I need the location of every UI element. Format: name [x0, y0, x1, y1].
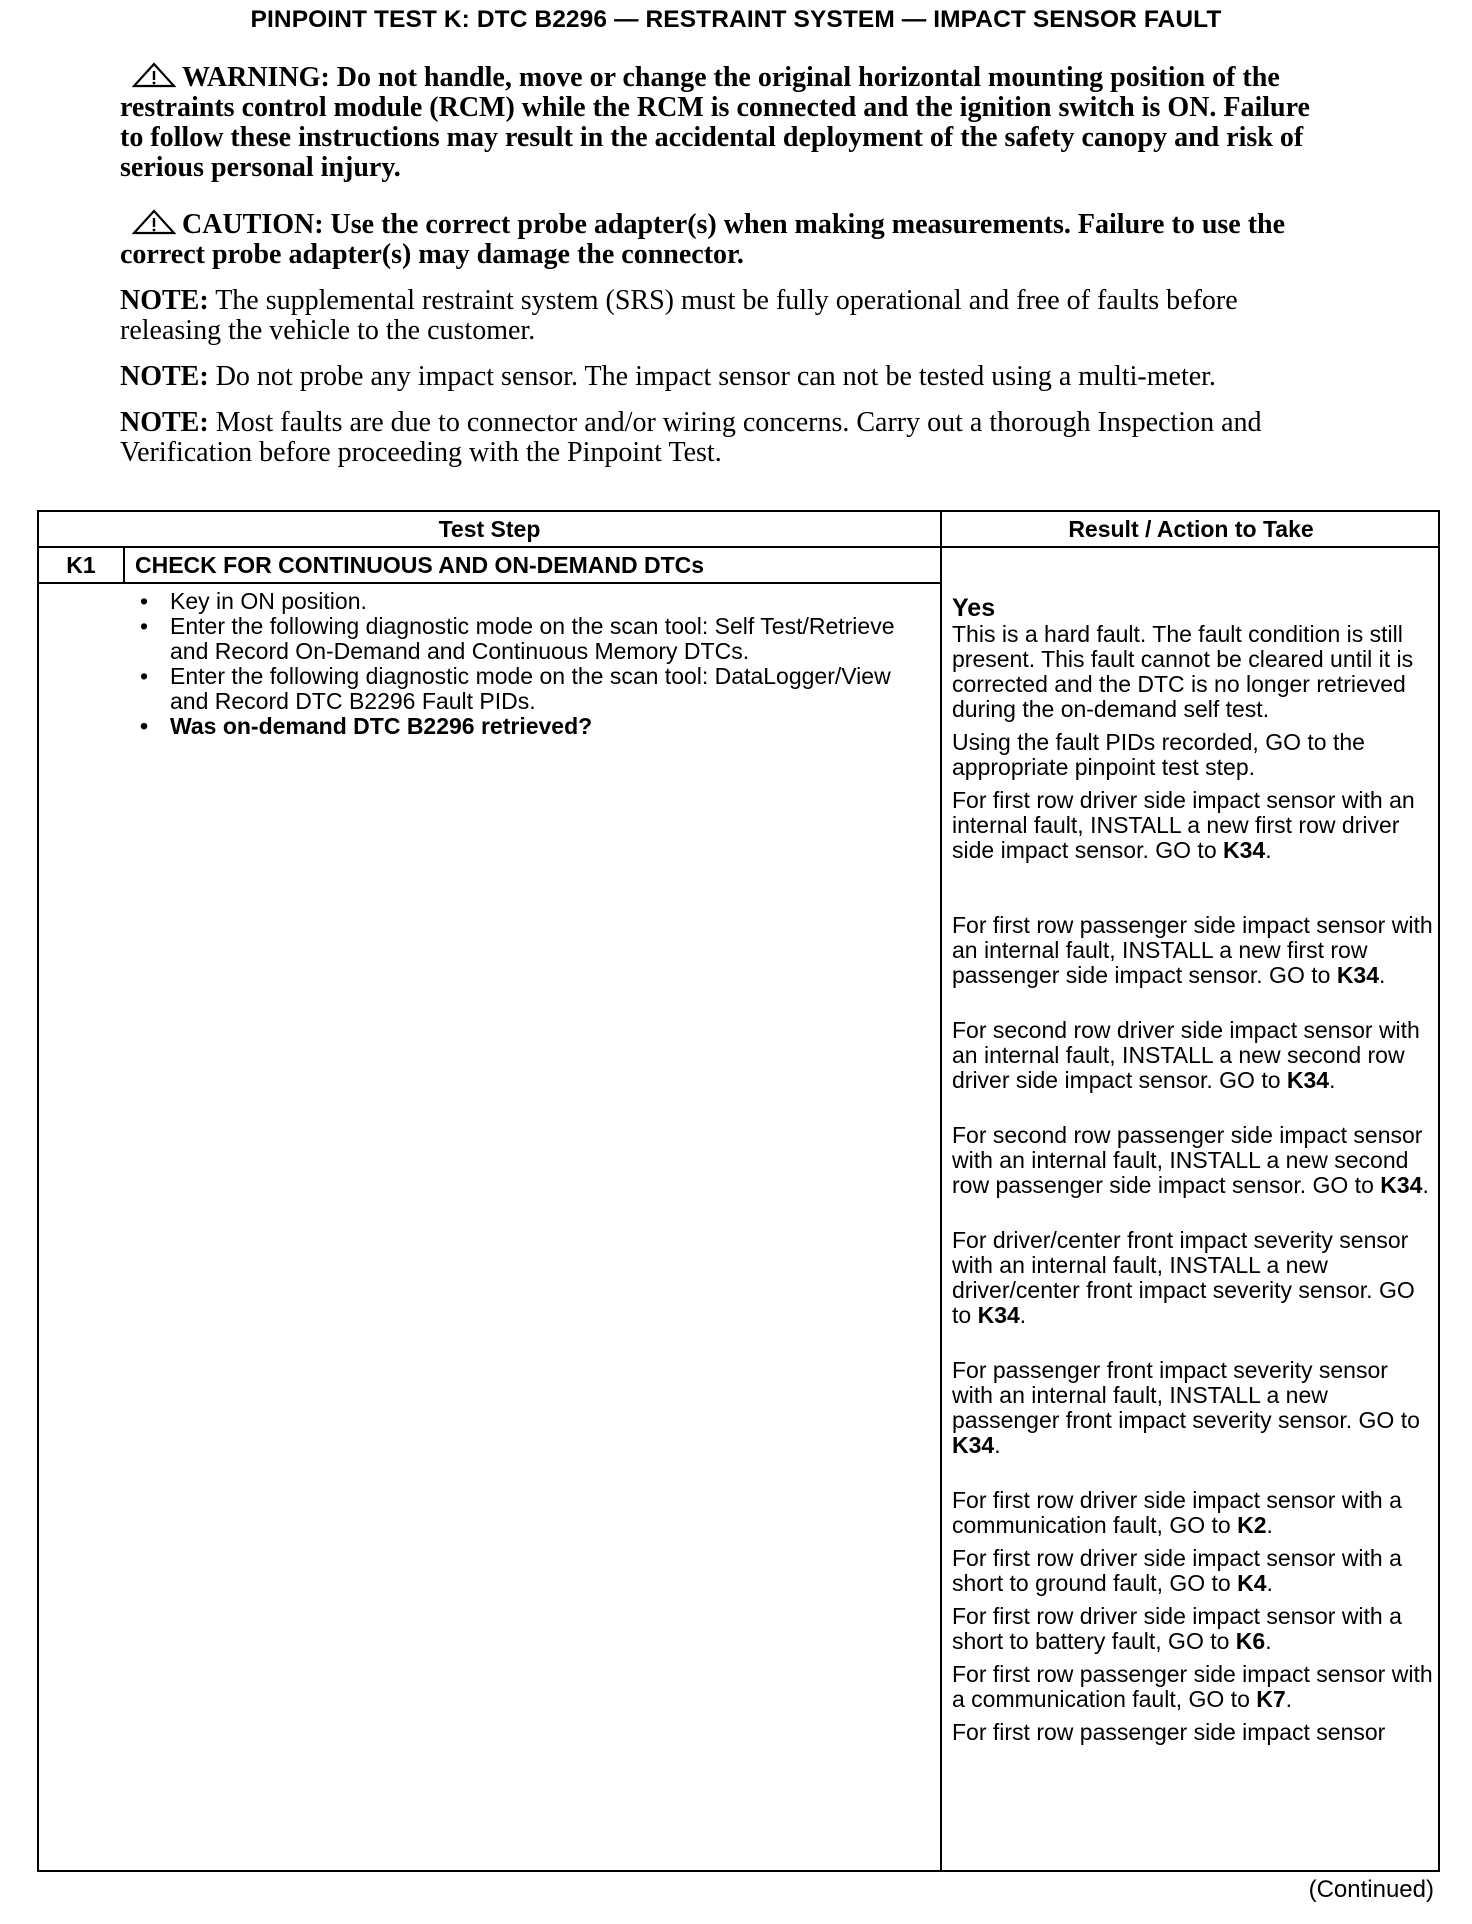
- action-item: For first row driver side impact sensor with an internal fault, INSTALL a new first row driver side impact sensor. GO to K34.: [952, 787, 1415, 863]
- goto-link[interactable]: K34: [1223, 837, 1266, 863]
- instruction-item: • Enter the following diagnostic mode on the scan tool: Self Test/Retrieve and Record On-Demand and Continuous Memory DTCs.: [134, 614, 924, 664]
- note-label: NOTE:: [120, 361, 209, 392]
- goto-link[interactable]: K34: [952, 1432, 995, 1458]
- note-block: [120, 362, 1320, 392]
- result-yes-label: Yes: [952, 594, 996, 622]
- step-number-divider: [123, 546, 125, 582]
- action-item: For first row driver side impact sensor with a short to battery fault, GO to K6.: [952, 1603, 1402, 1654]
- action-item: For second row driver side impact sensor with an internal fault, INSTALL a new second row driver side impact sensor. GO to K34.: [952, 1017, 1420, 1093]
- action-item: Using the fault PIDs recorded, GO to the appropriate pinpoint test step.: [952, 729, 1365, 780]
- instruction-item: • Key in ON position.: [134, 589, 924, 614]
- warning-triangle-icon: [132, 62, 176, 88]
- header-result-action: Result / Action to Take: [1068, 516, 1314, 542]
- step-title-divider: [39, 582, 940, 584]
- caution-triangle-icon: [132, 209, 176, 235]
- step-number: K1: [66, 552, 96, 578]
- action-item: For driver/center front impact severity sensor with an internal fault, INSTALL a new driver/center front impact severity sensor. GO to K34.: [952, 1227, 1415, 1328]
- action-item: For second row passenger side impact sensor with an internal fault, INSTALL a new second row passenger side impact sensor. GO to K34.: [952, 1122, 1429, 1198]
- caution-block: [120, 209, 1320, 270]
- page-title: PINPOINT TEST K: DTC B2296 — RESTRAINT SYSTEM — IMPACT SENSOR FAULT: [250, 6, 1222, 33]
- instruction-item: • Enter the following diagnostic mode on the scan tool: DataLogger/View and Record DTC B2296 Fault PIDs.: [134, 664, 924, 714]
- note-text: The supplemental restraint system (SRS) must be fully operational and free of faults before releasing the vehicle to the customer.: [120, 285, 1238, 346]
- goto-link[interactable]: K2: [1237, 1512, 1267, 1538]
- header-test-step: Test Step: [438, 516, 541, 542]
- goto-link[interactable]: K7: [1256, 1686, 1286, 1712]
- note-block: [120, 408, 1320, 468]
- column-divider: [940, 512, 942, 1870]
- goto-link[interactable]: K4: [1237, 1570, 1267, 1596]
- action-item: For passenger front impact severity sensor with an internal fault, INSTALL a new passenger front impact severity sensor. GO to K34.: [952, 1357, 1420, 1458]
- goto-link[interactable]: K34: [1336, 962, 1380, 988]
- goto-link[interactable]: K34: [1286, 1067, 1330, 1093]
- action-item: For first row driver side impact sensor with a short to ground fault, GO to K4.: [952, 1545, 1402, 1596]
- notes-section: [120, 62, 1320, 484]
- action-item: This is a hard fault. The fault condition is still present. This fault cannot be cleared until it is corrected and the DTC is no longer retrieved during the on-demand self test.: [952, 621, 1414, 722]
- goto-link[interactable]: K6: [1235, 1628, 1266, 1654]
- action-item: For first row passenger side impact sensor: [952, 1719, 1386, 1745]
- action-item: For first row passenger side impact sensor with a communication fault, GO to K7.: [952, 1661, 1433, 1712]
- step-title: CHECK FOR CONTINUOUS AND ON-DEMAND DTCs: [135, 552, 705, 578]
- caution-text: CAUTION: Use the correct probe adapter(s) when making measurements. Failure to use the correct probe adapter(s) may damage the connector.: [120, 209, 1286, 270]
- note-text: Most faults are due to connector and/or wiring concerns. Carry out a thorough Inspection and Verification before proceeding with the Pinpoint Test.: [120, 407, 1262, 468]
- continued-label: (Continued): [1308, 1876, 1434, 1903]
- goto-link[interactable]: K34: [1380, 1172, 1423, 1198]
- goto-link[interactable]: K34: [977, 1302, 1020, 1328]
- warning-text: WARNING: Do not handle, move or change the original horizontal mounting position of the restraints control module (RCM) while the RCM is connected and the ignition switch is ON. Failure to follow these instructions may result in the accidental deployment of the safety canopy and risk of serious personal injury.: [120, 62, 1310, 183]
- note-block: [120, 286, 1320, 346]
- warning-block: [120, 62, 1320, 183]
- step-instructions: [134, 589, 924, 739]
- result-actions: [952, 582, 1434, 1753]
- pinpoint-test-table: [37, 510, 1440, 1872]
- note-label: NOTE:: [120, 407, 209, 438]
- action-item: For first row driver side impact sensor with a communication fault, GO to K2.: [952, 1487, 1402, 1538]
- instruction-question: • Was on-demand DTC B2296 retrieved?: [134, 714, 924, 739]
- action-item: For first row passenger side impact sensor with an internal fault, INSTALL a new first row passenger side impact sensor. GO to K34.: [952, 912, 1433, 988]
- note-label: NOTE:: [120, 285, 209, 316]
- note-text: Do not probe any impact sensor. The impact sensor can not be tested using a multi-meter.: [215, 361, 1216, 392]
